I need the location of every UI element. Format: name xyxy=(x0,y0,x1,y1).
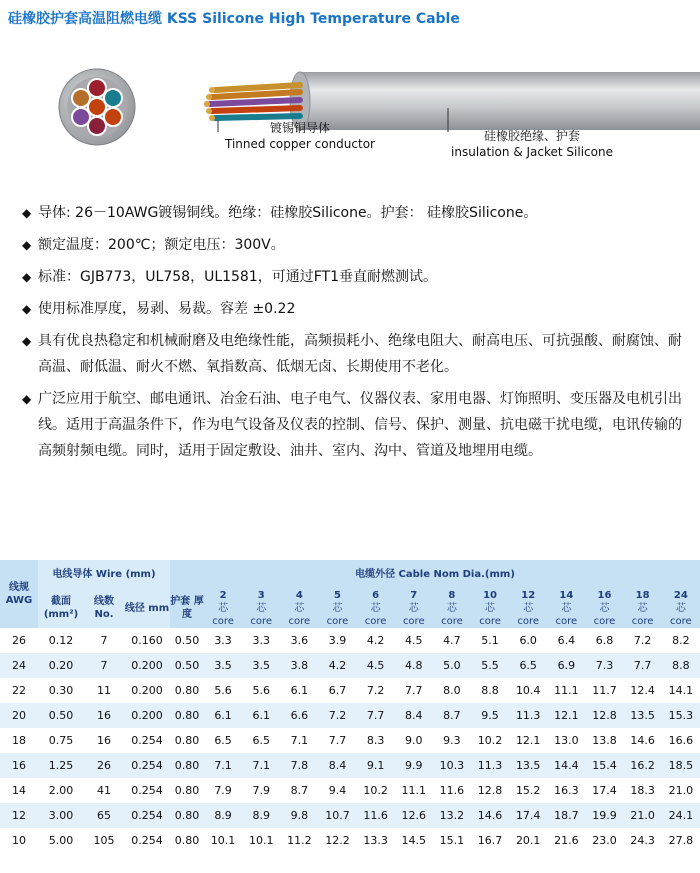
core-count: 12 xyxy=(521,589,536,601)
table-cell: 7.9 xyxy=(214,784,232,797)
core-count: 7 xyxy=(410,589,418,601)
table-cell: 12 xyxy=(0,803,38,828)
core-header xyxy=(547,588,585,628)
table-cell: 41 xyxy=(97,784,111,797)
table-cell: 21.6 xyxy=(554,834,579,847)
strand-count-header: 线数 No. xyxy=(84,588,124,628)
table-cell: 3.5 xyxy=(204,653,242,678)
core-header xyxy=(471,588,509,628)
spec-item-rating: ◆ 额定温度：200℃；额定电压：300V。 xyxy=(22,232,690,258)
table-cell: 13.8 xyxy=(592,734,617,747)
table-cell: 14.4 xyxy=(547,753,585,778)
table-cell: 11.7 xyxy=(592,684,617,697)
table-cell: 11.6 xyxy=(439,784,465,797)
table-cell: 0.80 xyxy=(170,803,204,828)
table-cell: 27.8 xyxy=(668,834,694,847)
core-header xyxy=(280,588,318,628)
table-cell: 8.4 xyxy=(395,703,433,728)
table-cell: 6.9 xyxy=(547,653,585,678)
core-header xyxy=(433,588,471,628)
core-count: 24 xyxy=(673,589,688,601)
table-cell: 0.80 xyxy=(174,834,200,847)
core-count: 8 xyxy=(448,589,456,601)
table-cell: 4.2 xyxy=(366,634,385,647)
table-cell: 14.1 xyxy=(668,684,694,697)
table-cell: 15.2 xyxy=(515,784,541,797)
core-header xyxy=(624,588,662,628)
table-cell: 5.5 xyxy=(471,653,509,678)
conductor-label xyxy=(222,120,378,152)
spec-item-conductor: ◆ 导体: 26－10AWG镀锡铜线。绝缘：硅橡胶Silicone。护套： 硅橡胶Silicone。 xyxy=(22,200,690,226)
table-cell: 12.8 xyxy=(477,784,503,797)
table-cell: 4.8 xyxy=(395,653,433,678)
table-cell: 10.1 xyxy=(248,834,274,847)
conductor-label-cn: 镀锡铜导体 xyxy=(269,121,330,135)
core-label-en: core xyxy=(364,615,387,627)
core-header xyxy=(662,588,700,628)
table-row xyxy=(0,828,700,853)
table-cell: 13.5 xyxy=(624,703,662,728)
table-cell: 4.2 xyxy=(318,653,356,678)
core-label-en: core xyxy=(670,615,692,627)
table-cell: 5.6 xyxy=(214,684,232,697)
table-cell: 11.3 xyxy=(509,703,547,728)
table-cell: 5.1 xyxy=(481,634,499,647)
table-cell: 7.7 xyxy=(357,703,395,728)
table-cell: 0.254 xyxy=(124,803,170,828)
table-cell: 8.7 xyxy=(433,703,471,728)
table-cell: 10.3 xyxy=(433,753,471,778)
spec-item-thickness: ◆ 使用标准厚度，易剥、易裁。容差 ±0.22 xyxy=(22,296,690,322)
core-label-cn: 芯 xyxy=(294,602,305,614)
table-cell: 2.00 xyxy=(48,784,74,797)
insulation-label xyxy=(446,128,618,160)
table-cell: 0.254 xyxy=(131,834,163,847)
core-header xyxy=(395,588,433,628)
table-row xyxy=(0,753,700,778)
core-label-en: core xyxy=(326,615,349,627)
table-cell: 10.2 xyxy=(477,734,503,747)
table-cell: 16 xyxy=(97,734,111,747)
table-cell: 24.1 xyxy=(662,803,700,828)
table-cell: 0.254 xyxy=(131,734,163,747)
table-cell: 65 xyxy=(84,803,124,828)
core-label-en: core xyxy=(402,615,425,627)
table-cell: 0.12 xyxy=(48,634,74,647)
core-header xyxy=(585,588,623,628)
table-cell: 11.1 xyxy=(554,684,579,697)
table-cell: 11.6 xyxy=(357,803,395,828)
table-cell: 9.4 xyxy=(328,784,347,797)
core-label-en: core xyxy=(212,615,234,627)
conductor-label-en: Tinned copper conductor xyxy=(225,137,375,151)
table-cell: 0.50 xyxy=(174,634,200,647)
core-count: 3 xyxy=(257,589,265,601)
table-cell: 14.5 xyxy=(401,834,427,847)
table-cell: 18.3 xyxy=(630,784,655,797)
table-cell: 7 xyxy=(84,653,124,678)
core-label-cn: 芯 xyxy=(637,602,648,614)
table-cell: 7.7 xyxy=(328,734,347,747)
table-cell: 16.7 xyxy=(477,834,503,847)
core-count: 14 xyxy=(559,589,574,601)
core-count: 6 xyxy=(372,589,380,601)
core-label-cn: 芯 xyxy=(485,602,496,614)
table-cell: 24.3 xyxy=(630,834,655,847)
awg-header-en: AWG xyxy=(5,595,33,606)
table-cell: 5.6 xyxy=(252,684,270,697)
table-cell: 6.0 xyxy=(519,634,537,647)
core-label-en: core xyxy=(250,615,273,627)
table-cell: 4.7 xyxy=(443,634,461,647)
table-cell: 16 xyxy=(84,703,124,728)
table-cell: 11 xyxy=(97,684,111,697)
table-cell: 9.0 xyxy=(405,734,423,747)
table-cell: 10.4 xyxy=(515,684,541,697)
spec-item-properties: ◆ 具有优良热稳定和机械耐磨及电绝缘性能，高频损耗小、绝缘电阻大、耐高电压、可抗强酸、耐腐蚀、耐高温、耐低温、耐火不燃、氧指数高、低烟无卤、长期使用不老化。 xyxy=(22,328,690,380)
table-cell: 15.3 xyxy=(662,703,700,728)
table-cell: 7.2 xyxy=(366,684,385,697)
core-label-en: core xyxy=(479,615,501,627)
core-header xyxy=(357,588,395,628)
table-cell: 8.2 xyxy=(672,634,690,647)
table-cell: 6.5 xyxy=(252,734,270,747)
core-count: 10 xyxy=(483,589,498,601)
table-cell: 3.3 xyxy=(252,634,270,647)
table-cell: 6.5 xyxy=(509,653,547,678)
cable-end-view xyxy=(59,69,135,145)
table-cell: 16.2 xyxy=(624,753,662,778)
table-cell: 5.0 xyxy=(433,653,471,678)
table-cell: 21.0 xyxy=(624,803,662,828)
table-cell: 10.7 xyxy=(318,803,356,828)
table-cell: 12.4 xyxy=(630,684,655,697)
table-cell: 15.4 xyxy=(585,753,623,778)
table-cell: 23.0 xyxy=(592,834,617,847)
core-label-cn: 芯 xyxy=(408,602,419,614)
table-cell: 0.80 xyxy=(174,734,200,747)
table-cell: 0.30 xyxy=(48,684,74,697)
table-cell: 13.0 xyxy=(554,734,579,747)
table-cell: 6.7 xyxy=(328,684,347,697)
table-cell: 7.1 xyxy=(290,734,309,747)
table-cell: 8.7 xyxy=(290,784,309,797)
table-cell: 6.1 xyxy=(290,684,309,697)
table-cell: 3.5 xyxy=(242,653,280,678)
cable-spec-table xyxy=(0,560,700,853)
table-row xyxy=(0,778,700,803)
core-label-cn: 芯 xyxy=(675,602,686,614)
table-cell: 26 xyxy=(84,753,124,778)
table-cell: 3.3 xyxy=(214,634,232,647)
table-cell: 0.50 xyxy=(170,653,204,678)
table-cell: 3.00 xyxy=(38,803,84,828)
table-cell: 6.6 xyxy=(280,703,318,728)
section-header: 截面 (mm²) xyxy=(38,588,84,628)
core-label-cn: 芯 xyxy=(256,602,267,614)
table-cell: 10 xyxy=(12,834,26,847)
table-cell: 7.9 xyxy=(252,784,270,797)
table-cell: 9.8 xyxy=(280,803,318,828)
table-cell: 16.6 xyxy=(668,734,694,747)
core-label-en: core xyxy=(517,615,540,627)
core-label-en: core xyxy=(441,615,463,627)
table-cell: 7.7 xyxy=(624,653,662,678)
table-cell: 3.9 xyxy=(328,634,347,647)
table-cell: 0.200 xyxy=(131,684,163,697)
table-cell: 7.7 xyxy=(405,684,423,697)
insulation-label-en: insulation & Jacket Silicone xyxy=(451,145,613,159)
table-cell: 11.3 xyxy=(471,753,509,778)
table-cell: 4.5 xyxy=(357,653,395,678)
core-count: 2 xyxy=(219,589,227,601)
table-cell: 0.20 xyxy=(38,653,84,678)
table-cell: 6.8 xyxy=(595,634,614,647)
table-cell: 17.4 xyxy=(592,784,617,797)
core-count: 18 xyxy=(635,589,650,601)
core-count: 4 xyxy=(295,589,303,601)
table-cell: 20 xyxy=(0,703,38,728)
table-cell: 0.80 xyxy=(174,684,200,697)
table-cell: 7.8 xyxy=(280,753,318,778)
core-label-en: core xyxy=(288,615,311,627)
table-cell: 7.2 xyxy=(633,634,652,647)
table-cell: 0.254 xyxy=(131,784,163,797)
core-label-en: core xyxy=(593,615,616,627)
table-cell: 0.200 xyxy=(124,703,170,728)
table-cell: 0.80 xyxy=(174,784,200,797)
table-row xyxy=(0,703,700,728)
table-row xyxy=(0,803,700,828)
table-cell: 8.0 xyxy=(443,684,461,697)
insulation-label-cn: 硅橡胶绝缘、护套 xyxy=(483,129,580,143)
table-cell: 16.3 xyxy=(554,784,579,797)
core-count: 16 xyxy=(597,589,612,601)
table-cell: 26 xyxy=(12,634,26,647)
table-cell: 0.200 xyxy=(124,653,170,678)
table-cell: 3.6 xyxy=(290,634,309,647)
table-cell: 15.1 xyxy=(439,834,465,847)
table-cell: 12.8 xyxy=(585,703,623,728)
table-cell: 0.80 xyxy=(170,753,204,778)
table-cell: 0.254 xyxy=(124,753,170,778)
core-label-cn: 芯 xyxy=(370,602,381,614)
table-cell: 12.6 xyxy=(395,803,433,828)
core-header xyxy=(242,588,280,628)
table-cell: 5.00 xyxy=(48,834,74,847)
table-cell: 21.0 xyxy=(668,784,694,797)
table-cell: 8.8 xyxy=(662,653,700,678)
table-cell: 8.9 xyxy=(204,803,242,828)
table-cell: 9.5 xyxy=(471,703,509,728)
table-cell: 0.160 xyxy=(131,634,163,647)
table-cell: 9.3 xyxy=(443,734,461,747)
table-cell: 105 xyxy=(93,834,115,847)
table-cell: 4.5 xyxy=(405,634,423,647)
table-cell: 6.1 xyxy=(242,703,280,728)
table-cell: 10.2 xyxy=(363,784,388,797)
awg-header-cn: 线规 xyxy=(9,582,29,593)
spec-list xyxy=(22,200,690,470)
table-cell: 10.1 xyxy=(210,834,236,847)
spec-item-standard: ◆ 标准：GJB773，UL758，UL1581，可通过FT1垂直耐燃测试。 xyxy=(22,264,690,290)
wire-group-header: 电线导体 Wire (mm) xyxy=(38,560,170,588)
page-title: 硅橡胶护套高温阻燃电缆 KSS Silicone High Temperature Cable xyxy=(8,11,460,27)
table-cell: 3.8 xyxy=(280,653,318,678)
table-cell: 11.1 xyxy=(401,784,427,797)
table-cell: 6.4 xyxy=(557,634,576,647)
table-cell: 13.3 xyxy=(363,834,388,847)
core-header xyxy=(509,588,547,628)
table-cell: 11.2 xyxy=(287,834,312,847)
core-label-cn: 芯 xyxy=(218,602,229,614)
core-label-cn: 芯 xyxy=(599,602,610,614)
table-cell: 17.4 xyxy=(509,803,547,828)
table-row xyxy=(0,653,700,678)
core-label-cn: 芯 xyxy=(523,602,534,614)
core-label-cn: 芯 xyxy=(332,602,343,614)
core-count: 5 xyxy=(334,589,341,601)
jacket-thickness-header: 护套 厚度 xyxy=(170,588,204,628)
core-label-cn: 芯 xyxy=(446,602,457,614)
awg-header xyxy=(0,560,38,628)
table-cell: 13.5 xyxy=(509,753,547,778)
table-cell: 14.6 xyxy=(471,803,509,828)
table-cell: 13.2 xyxy=(433,803,471,828)
table-cell: 0.75 xyxy=(48,734,74,747)
core-header xyxy=(204,588,242,628)
table-cell: 1.25 xyxy=(38,753,84,778)
core-label-cn: 芯 xyxy=(561,602,572,614)
table-cell: 9.9 xyxy=(395,753,433,778)
table-cell: 6.1 xyxy=(204,703,242,728)
table-cell: 6.5 xyxy=(214,734,232,747)
table-cell: 7 xyxy=(100,634,108,647)
table-cell: 8.9 xyxy=(242,803,280,828)
core-label-en: core xyxy=(631,615,654,627)
table-cell: 7.3 xyxy=(585,653,623,678)
table-row xyxy=(0,728,700,753)
table-cell: 12.1 xyxy=(547,703,585,728)
table-cell: 7.1 xyxy=(204,753,242,778)
table-cell: 16 xyxy=(0,753,38,778)
table-cell: 7.2 xyxy=(318,703,356,728)
table-cell: 12.2 xyxy=(325,834,350,847)
core-label-en: core xyxy=(555,615,578,627)
table-cell: 14 xyxy=(12,784,26,797)
core-header xyxy=(318,588,356,628)
table-cell: 9.1 xyxy=(357,753,395,778)
table-cell: 22 xyxy=(12,684,26,697)
table-cell: 18.5 xyxy=(662,753,700,778)
table-row xyxy=(0,678,700,703)
table-cell: 20.1 xyxy=(515,834,541,847)
table-cell: 18 xyxy=(12,734,26,747)
strand-diameter-header: 线径 mm xyxy=(124,588,170,628)
table-cell: 19.9 xyxy=(585,803,623,828)
table-cell: 18.7 xyxy=(547,803,585,828)
table-cell: 8.3 xyxy=(366,734,385,747)
table-cell: 14.6 xyxy=(630,734,655,747)
table-cell: 0.80 xyxy=(170,703,204,728)
table-row xyxy=(0,628,700,653)
table-cell: 8.4 xyxy=(318,753,356,778)
table-cell: 7.1 xyxy=(242,753,280,778)
table-cell: 0.50 xyxy=(38,703,84,728)
table-cell: 12.1 xyxy=(515,734,541,747)
table-cell: 24 xyxy=(0,653,38,678)
diameter-group-header: 电缆外径 Cable Nom Dia.(mm) xyxy=(170,560,700,588)
spec-item-applications: ◆ 广泛应用于航空、邮电通讯、冶金石油、电子电气、仪器仪表、家用电器、灯饰照明、变压器及电机引出线。适用于高温条件下，作为电气设备及仪表的控制、信号、保护、测量、抗电磁干扰电缆，电讯传输的高频射频电缆。同时，适用于固定敷设、油井、室内、沟中、管道及地埋用电缆。 xyxy=(22,386,690,464)
table-cell: 8.8 xyxy=(481,684,499,697)
